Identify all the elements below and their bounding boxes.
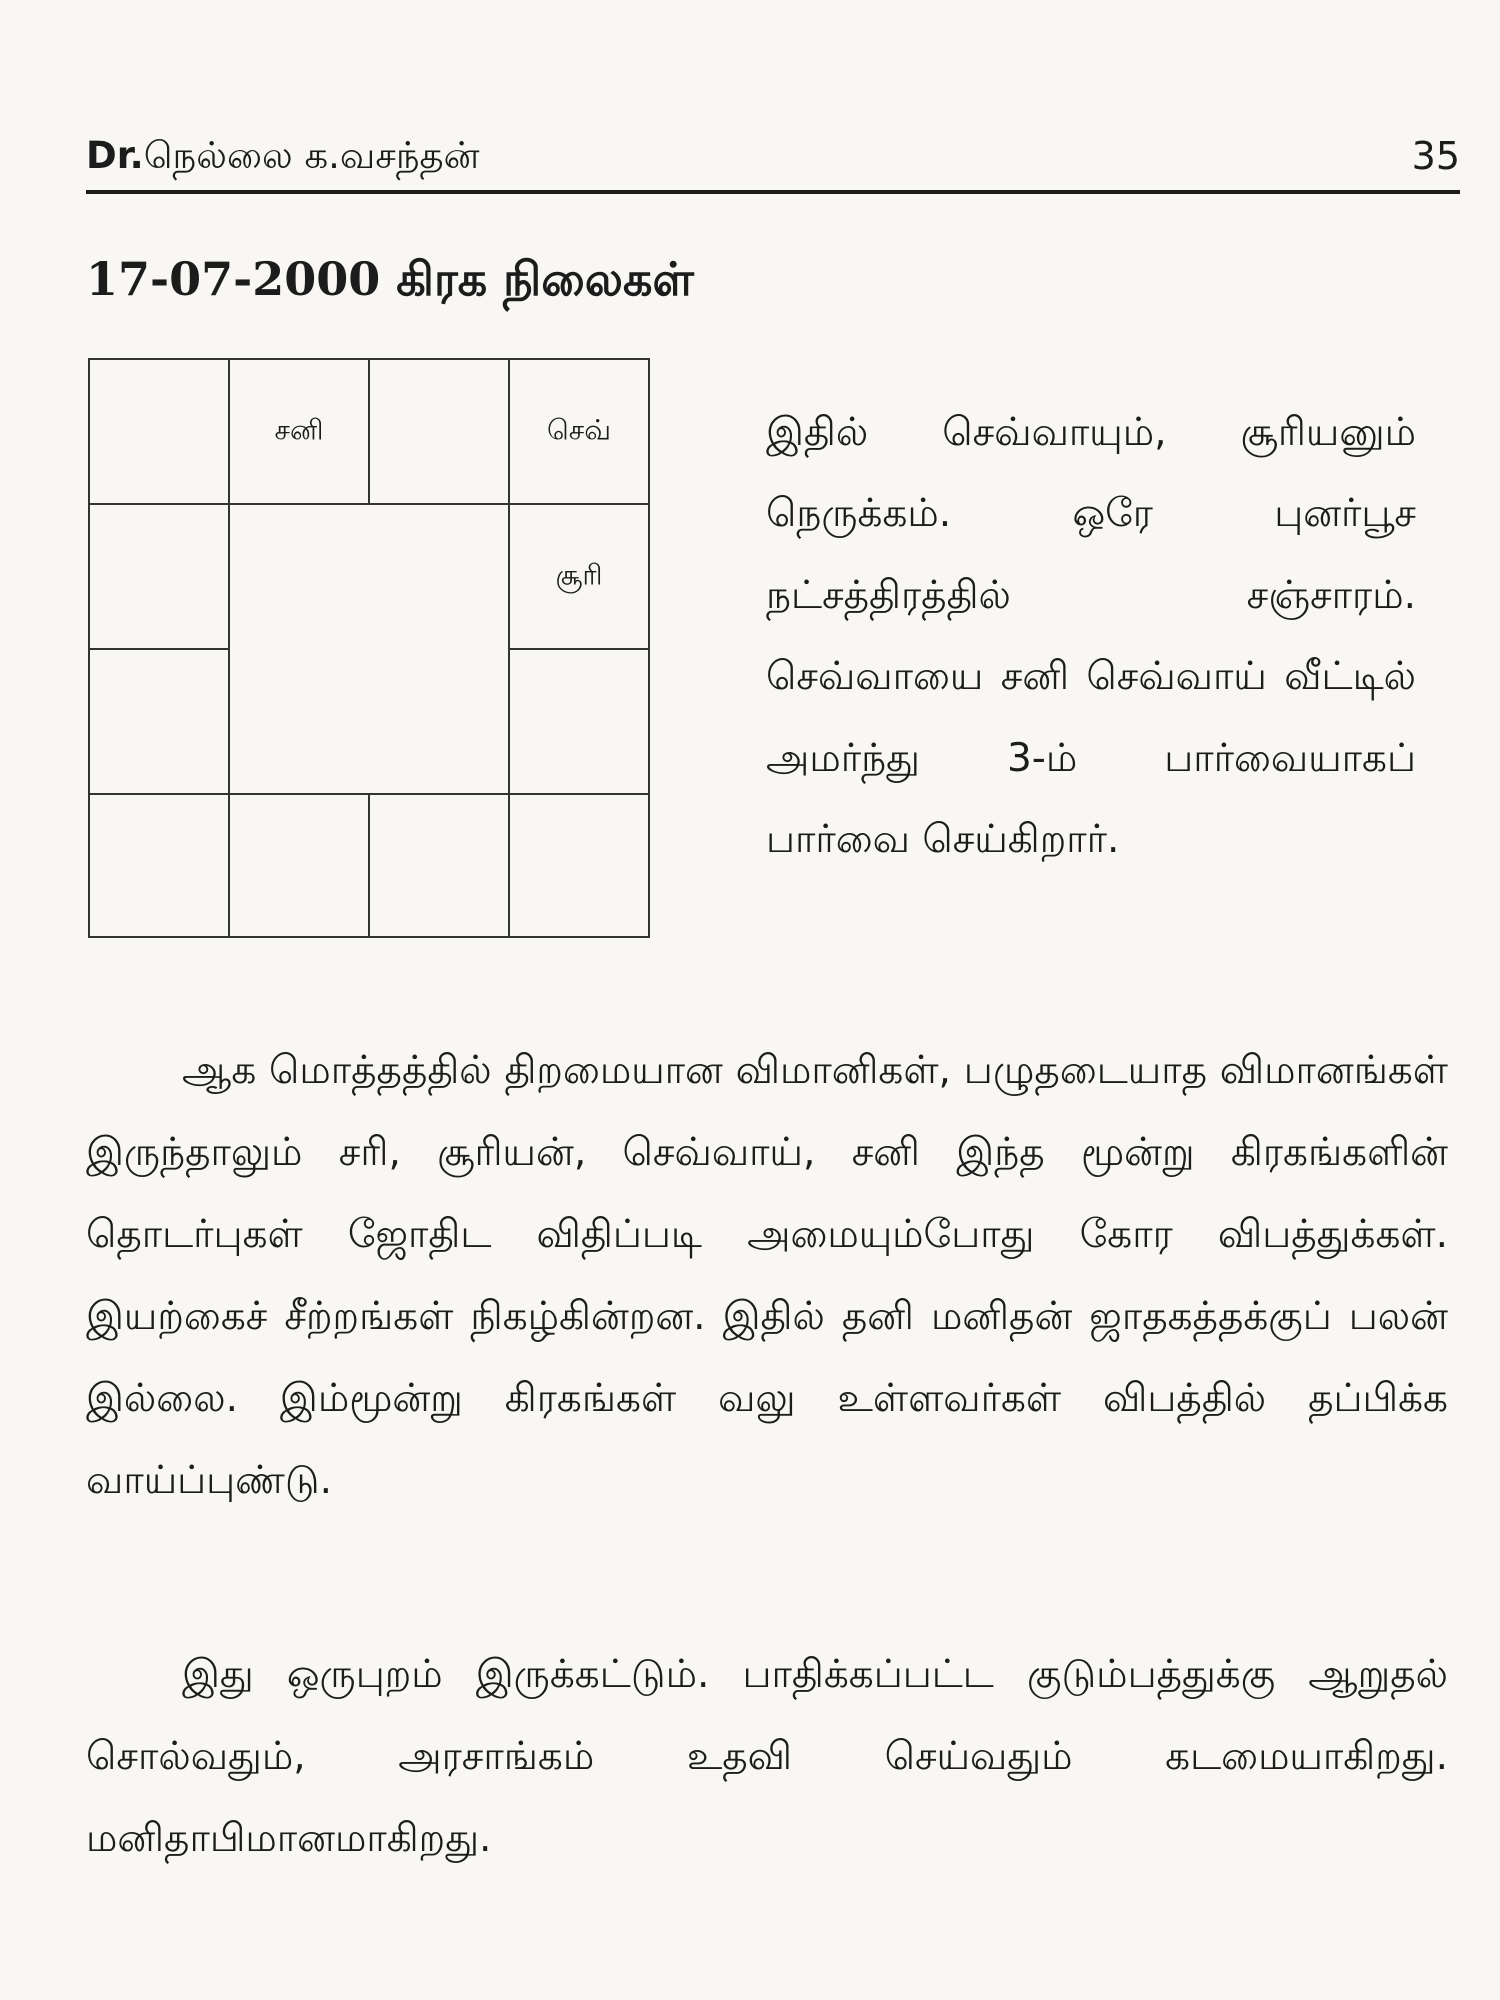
chart-house-3 (368, 358, 510, 505)
chart-house-11 (88, 648, 230, 795)
chart-house-4 (508, 358, 650, 505)
horoscope-chart (88, 358, 650, 938)
planet-sani: சனி (274, 413, 324, 446)
author (86, 134, 480, 182)
chart-house-9 (228, 793, 370, 938)
chart-house-2 (228, 358, 370, 505)
planet-soori: சூரி (555, 558, 603, 591)
paragraph-1 (86, 1030, 1448, 1522)
author-name: நெல்லை க.வசந்தன் (143, 134, 480, 177)
chart-house-8 (368, 793, 510, 938)
paragraph-text: ஆக மொத்தத்தில் திறமையான விமானிகள், பழுதடையாத விமானங்கள் இருந்தாலும் சரி, சூரியன், செவ்வாய், சனி இந்த மூன்று கிரகங்களின் தொடர்புகள் ஜோதிட விதிப்படி அமையும்போது கோர விபத்துக்கள். இயற்கைச் சீற்றங்கள் நிகழ்கின்றன. இதில் தனி மனிதன் ஜாதகத்தக்குப் பலன் இல்லை. இம்மூன்று கிரகங்கள் வலு உள்ளவர்கள் விபத்தில் தப்பிக்க வாய்ப்புண்டு. (86, 1048, 1448, 1503)
chart-house-5 (508, 503, 650, 650)
paragraph-text: இது ஒருபுறம் இருக்கட்டும். பாதிக்கப்பட்ட குடும்பத்துக்கு ஆறுதல் சொல்வதும், அரசாங்கம் உதவி செய்வதும் கடமையாகிறது. மனிதாபிமானமாகிறது. (86, 1652, 1448, 1861)
page-number: 35 (1411, 134, 1460, 178)
chart-house-6 (508, 648, 650, 795)
chart-house-1 (88, 358, 230, 505)
chart-house-10 (88, 793, 230, 938)
chart-center (228, 503, 510, 795)
chart-house-7 (508, 793, 650, 938)
author-prefix: Dr. (86, 134, 144, 177)
section-title: 17-07-2000 கிரக நிலைகள் (86, 252, 694, 306)
planet-sev: செவ் (546, 413, 612, 446)
chart-description: இதில் செவ்வாயும், சூரியனும் நெருக்கம். ஒரே புனர்பூச நட்சத்திரத்தில் சஞ்சாரம். செவ்வாயை சனி செவ்வாய் வீட்டில் அமர்ந்து 3-ம் பார்வையாகப் பார்வை செய்கிறார். (766, 410, 1416, 863)
paragraph-2 (86, 1634, 1448, 1880)
chart-house-12 (88, 503, 230, 650)
page-header (86, 128, 1460, 194)
